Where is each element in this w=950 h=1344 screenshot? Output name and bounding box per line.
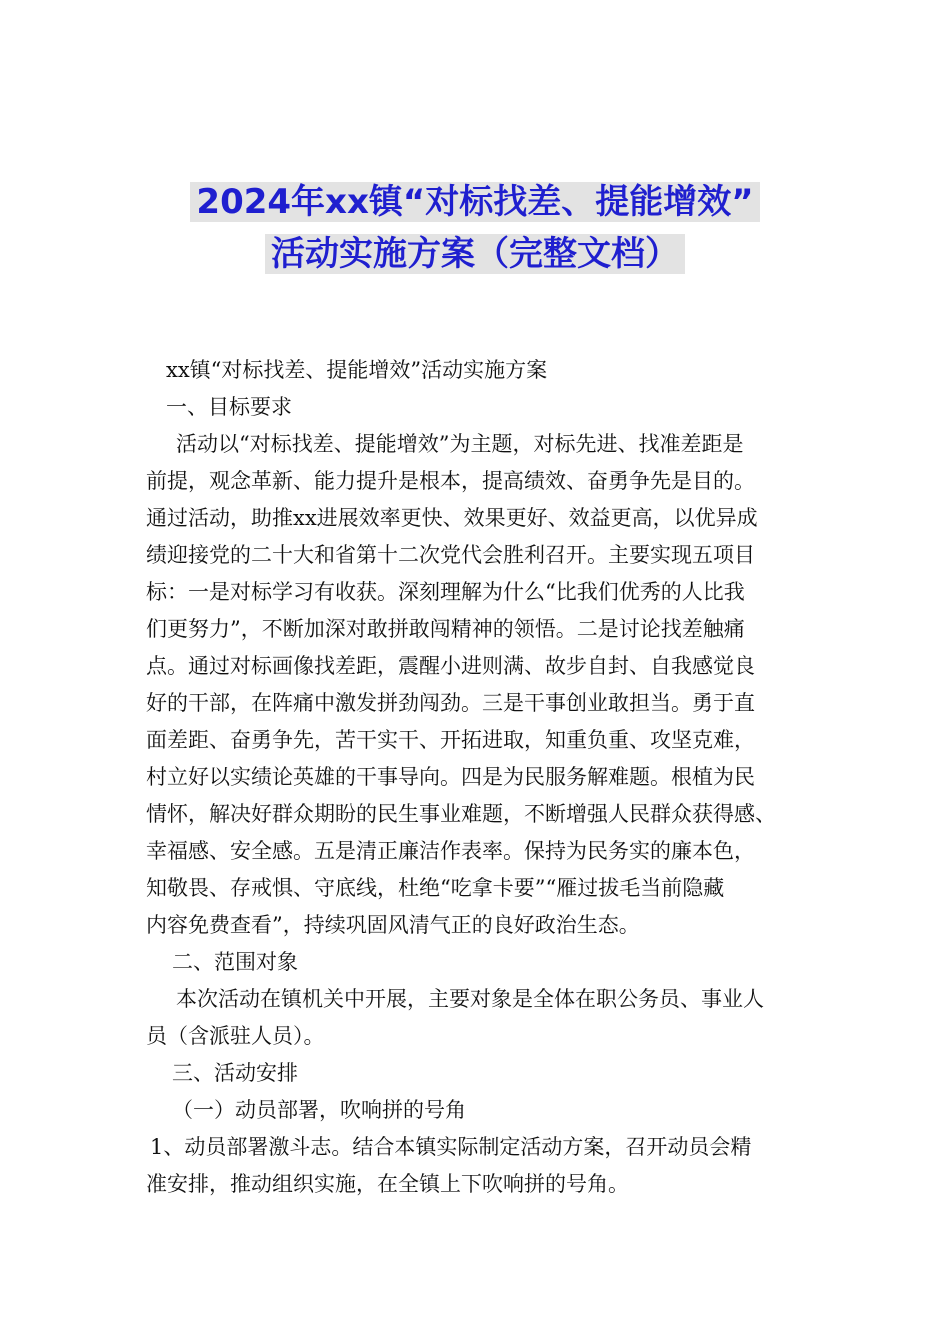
subsection-heading-mobilization: （一）动员部署，吹响拼的号角 (172, 1098, 466, 1122)
paragraph-line: 准安排，推动组织实施，在全镇上下吹响拼的号角。 (146, 1172, 629, 1196)
document-body (146, 352, 826, 1203)
document-subtitle: xx镇“对标找差、提能增效”活动实施方案 (166, 358, 548, 382)
title-line-2: 活动实施方案（完整文档） (265, 234, 685, 274)
paragraph-line: 内容免费查看”，持续巩固风清气正的良好政治生态。 (146, 913, 640, 937)
paragraph-line: 绩迎接党的二十大和省第十二次党代会胜利召开。主要实现五项目 (146, 543, 755, 567)
paragraph-line: 点。通过对标画像找差距，震醒小进则满、故步自封、自我感觉良 (146, 654, 755, 678)
paragraph-line: 知敬畏、存戒惧、守底线，杜绝“吃拿卡要”“雁过拔毛当前隐藏 (146, 876, 725, 900)
paragraph-line: 标：一是对标学习有收获。深刻理解为什么“比我们优秀的人比我 (146, 580, 745, 604)
document-title (0, 176, 950, 280)
paragraph-line: 面差距、奋勇争先，苦干实干、开拓进取，知重负重、攻坚克难， (146, 728, 755, 752)
paragraph-line: 员（含派驻人员）。 (146, 1024, 325, 1048)
paragraph-line: 幸福感、安全感。五是清正廉洁作表率。保持为民务实的廉本色， (146, 839, 755, 863)
paragraph-line: 们更努力”，不断加深对敢拼敢闯精神的领悟。二是讨论找差触痛 (146, 617, 745, 641)
paragraph-line: 前提，观念革新、能力提升是根本，提高绩效、奋勇争先是目的。 (146, 469, 755, 493)
paragraph-line: 活动以“对标找差、提能增效”为主题，对标先进、找准差距是 (176, 432, 744, 456)
paragraph-line: 本次活动在镇机关中开展，主要对象是全体在职公务员、事业人 (176, 987, 764, 1011)
paragraph-line: 好的干部，在阵痛中激发拼劲闯劲。三是干事创业敢担当。勇于直 (146, 691, 755, 715)
paragraph-line: 1、动员部署激斗志。结合本镇实际制定活动方案，召开动员会精 (150, 1135, 752, 1159)
title-line-1: 2024年xx镇“对标找差、提能增效” (190, 182, 759, 222)
section-heading-scope: 二、范围对象 (172, 950, 298, 974)
paragraph-line: 情怀，解决好群众期盼的民生事业难题，不断增强人民群众获得感、 (146, 802, 776, 826)
section-heading-goals: 一、目标要求 (166, 395, 292, 419)
paragraph-line: 村立好以实绩论英雄的干事导向。四是为民服务解难题。根植为民 (146, 765, 755, 789)
section-heading-arrangement: 三、活动安排 (172, 1061, 298, 1085)
paragraph-line: 通过活动，助推xx进展效率更快、效果更好、效益更高，以优异成 (146, 506, 758, 530)
